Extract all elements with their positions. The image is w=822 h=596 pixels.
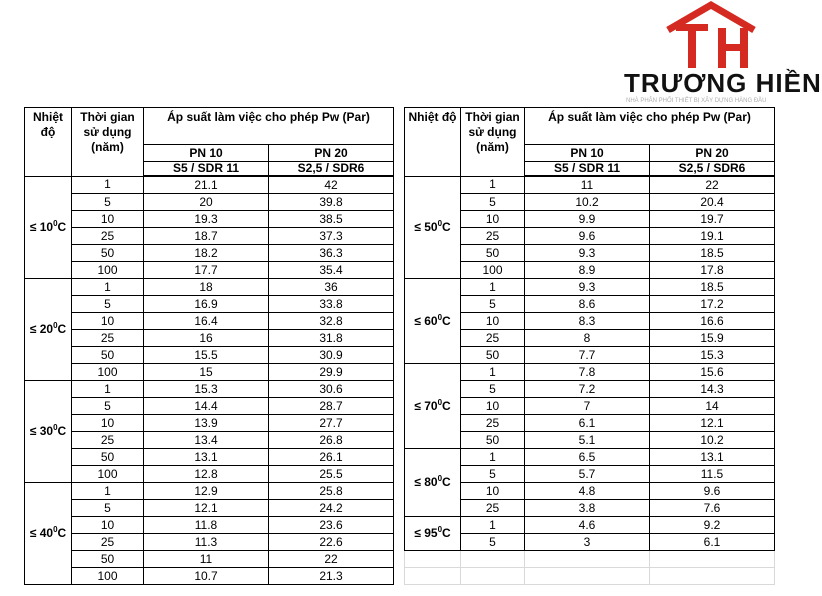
table-row (25, 228, 394, 245)
years-cell: 50 (461, 245, 525, 262)
pn20-value-cell: 18.5 (650, 279, 775, 296)
table-row (405, 176, 775, 194)
pn10-value-cell: 5.7 (525, 466, 650, 483)
header-pn20-sdr: S2,5 / SDR6 (269, 162, 394, 177)
years-cell: 100 (72, 262, 144, 279)
pn10-value-cell: 10.7 (144, 568, 269, 585)
pn20-value-cell: 36 (269, 279, 394, 296)
pn10-value-cell: 16 (144, 330, 269, 347)
temperature-unit: C (442, 398, 451, 413)
temperature-unit: C (57, 424, 67, 438)
pn20-value-cell: 33.8 (269, 296, 394, 313)
table-row (25, 262, 394, 279)
table-row (405, 466, 775, 483)
pn10-value-cell: 12.8 (144, 466, 269, 483)
pn20-value-cell: 6.1 (650, 534, 775, 551)
pn10-value-cell: 4.8 (525, 483, 650, 500)
header-pressure: Áp suất làm việc cho phép Pw (Par) (525, 108, 775, 145)
temperature-prefix: ≤ 80 (414, 475, 438, 489)
table-row (25, 211, 394, 228)
pn10-value-cell: 6.1 (525, 415, 650, 432)
years-cell: 1 (461, 517, 525, 534)
temperature-degree: 0 (53, 525, 58, 534)
years-cell: 25 (461, 228, 525, 245)
header-pn20-sdr: S2,5 / SDR6 (650, 162, 775, 177)
temperature-prefix: ≤ 50 (414, 219, 438, 234)
pn20-value-cell: 14 (650, 398, 775, 415)
table-row (25, 466, 394, 483)
pn10-value-cell: 12.9 (144, 483, 269, 500)
pn10-value-cell: 13.9 (144, 415, 269, 432)
temperature-unit: C (442, 219, 451, 234)
table-row (405, 228, 775, 245)
pn20-value-cell: 16.6 (650, 313, 775, 330)
empty-cell (650, 568, 775, 585)
temperature-cell (25, 279, 72, 381)
years-cell: 5 (72, 500, 144, 517)
pn10-value-cell: 18 (144, 279, 269, 296)
years-cell: 50 (72, 347, 144, 364)
table-row (25, 398, 394, 415)
pn10-value-cell: 19.3 (144, 211, 269, 228)
pn20-value-cell: 19.7 (650, 211, 775, 228)
years-cell: 25 (461, 415, 525, 432)
temperature-cell (25, 483, 72, 585)
years-cell: 1 (461, 176, 525, 194)
years-cell: 10 (72, 211, 144, 228)
pn20-value-cell: 11.5 (650, 466, 775, 483)
pn10-value-cell: 21.1 (144, 176, 269, 194)
pn20-value-cell: 12.1 (650, 415, 775, 432)
pn10-value-cell: 3.8 (525, 500, 650, 517)
years-cell: 5 (461, 194, 525, 211)
temperature-prefix: ≤ 30 (29, 424, 54, 438)
empty-cell (461, 568, 525, 585)
table-row (25, 296, 394, 313)
table-row (405, 262, 775, 279)
years-cell: 25 (72, 228, 144, 245)
table-row (405, 364, 775, 381)
pn10-value-cell: 16.4 (144, 313, 269, 330)
pn10-value-cell: 8.6 (525, 296, 650, 313)
brand-logo (618, 0, 822, 104)
years-cell: 5 (72, 296, 144, 313)
pn20-value-cell: 22.6 (269, 534, 394, 551)
pn10-value-cell: 15 (144, 364, 269, 381)
pn10-value-cell: 11.8 (144, 517, 269, 534)
temperature-cell (25, 381, 72, 483)
years-cell: 10 (461, 211, 525, 228)
temperature-prefix: ≤ 20 (29, 322, 54, 336)
pn10-value-cell: 8.9 (525, 262, 650, 279)
table-row (405, 313, 775, 330)
pn20-value-cell: 25.5 (269, 466, 394, 483)
pressure-table-right (404, 107, 775, 585)
table-row (405, 296, 775, 313)
years-cell: 25 (461, 330, 525, 347)
header-temperature: Nhiệt độ (405, 108, 461, 177)
table-row (25, 347, 394, 364)
temperature-prefix: ≤ 95 (414, 526, 438, 540)
table-row (405, 279, 775, 296)
header-pn10: PN 10 (144, 145, 269, 162)
pn10-value-cell: 10.2 (525, 194, 650, 211)
temperature-cell (25, 176, 72, 279)
temperature-degree: 0 (437, 218, 443, 228)
table-row (25, 517, 394, 534)
pn10-value-cell: 15.3 (144, 381, 269, 398)
table-row (405, 415, 775, 432)
empty-cell (405, 551, 461, 568)
years-cell: 50 (72, 449, 144, 466)
years-cell: 1 (461, 364, 525, 381)
pn10-value-cell: 5.1 (525, 432, 650, 449)
pn20-value-cell: 37.3 (269, 228, 394, 245)
empty-cell (525, 568, 650, 585)
years-cell: 1 (461, 449, 525, 466)
table-row (25, 432, 394, 449)
temperature-unit: C (57, 526, 67, 540)
pn10-value-cell: 9.3 (525, 245, 650, 262)
pn10-value-cell: 17.7 (144, 262, 269, 279)
header-pn10-sdr: S5 / SDR 11 (525, 162, 650, 177)
years-cell: 10 (461, 483, 525, 500)
years-cell: 50 (72, 245, 144, 262)
pn10-value-cell: 18.2 (144, 245, 269, 262)
table-row (25, 500, 394, 517)
pn10-value-cell: 3 (525, 534, 650, 551)
table-row (405, 432, 775, 449)
years-cell: 100 (72, 466, 144, 483)
table-row (405, 245, 775, 262)
pn20-value-cell: 14.3 (650, 381, 775, 398)
years-cell: 100 (461, 262, 525, 279)
pn20-value-cell: 21.3 (269, 568, 394, 585)
table-row (25, 568, 394, 585)
header-pn20: PN 20 (269, 145, 394, 162)
years-cell: 10 (72, 313, 144, 330)
table-row (405, 381, 775, 398)
empty-cell (405, 568, 461, 585)
pn20-value-cell: 10.2 (650, 432, 775, 449)
table-row (25, 364, 394, 381)
years-cell: 50 (461, 432, 525, 449)
brand-tagline: NHÀ PHÂN PHỐI THIẾT BỊ XÂY DỰNG HÀNG ĐẦU (626, 98, 767, 104)
house-th-logo-icon (664, 2, 758, 68)
table-row (405, 517, 775, 534)
temperature-cell (405, 449, 461, 517)
table-row (405, 347, 775, 364)
pn10-value-cell: 9.6 (525, 228, 650, 245)
pn20-value-cell: 17.8 (650, 262, 775, 279)
pn10-value-cell: 14.4 (144, 398, 269, 415)
years-cell: 1 (72, 381, 144, 398)
empty-cell (525, 551, 650, 568)
pn20-value-cell: 26.1 (269, 449, 394, 466)
temperature-cell (405, 176, 461, 279)
temperature-degree: 0 (437, 397, 443, 407)
pn20-value-cell: 9.2 (650, 517, 775, 534)
years-cell: 5 (72, 398, 144, 415)
years-cell: 25 (72, 534, 144, 551)
temperature-cell (405, 517, 461, 551)
table-row (25, 194, 394, 211)
header-temperature: Nhiệt độ (25, 108, 72, 177)
table-row (405, 194, 775, 211)
pn20-value-cell: 30.9 (269, 347, 394, 364)
table-row (405, 483, 775, 500)
years-cell: 25 (461, 500, 525, 517)
pn10-value-cell: 7.2 (525, 381, 650, 398)
pn10-value-cell: 11 (525, 176, 650, 194)
pn10-value-cell: 15.5 (144, 347, 269, 364)
years-cell: 1 (72, 176, 144, 194)
years-cell: 50 (72, 551, 144, 568)
empty-row (405, 551, 775, 568)
pn10-value-cell: 8.3 (525, 313, 650, 330)
pn10-value-cell: 13.4 (144, 432, 269, 449)
years-cell: 10 (461, 398, 525, 415)
temperature-prefix: ≤ 70 (414, 398, 438, 413)
pn10-value-cell: 9.3 (525, 279, 650, 296)
temperature-unit: C (57, 322, 67, 336)
empty-row (405, 568, 775, 585)
pn20-value-cell: 9.6 (650, 483, 775, 500)
pn20-value-cell: 18.5 (650, 245, 775, 262)
years-cell: 5 (461, 534, 525, 551)
table-row (405, 211, 775, 228)
temperature-degree: 0 (53, 423, 58, 432)
years-cell: 100 (72, 568, 144, 585)
temperature-prefix: ≤ 10 (29, 219, 54, 234)
pn10-value-cell: 7.7 (525, 347, 650, 364)
empty-cell (650, 551, 775, 568)
table-row (25, 534, 394, 551)
pn10-value-cell: 8 (525, 330, 650, 347)
pn20-value-cell: 13.1 (650, 449, 775, 466)
years-cell: 10 (72, 517, 144, 534)
pn20-value-cell: 28.7 (269, 398, 394, 415)
pn10-value-cell: 6.5 (525, 449, 650, 466)
pn10-value-cell: 20 (144, 194, 269, 211)
pn10-value-cell: 16.9 (144, 296, 269, 313)
years-cell: 5 (72, 194, 144, 211)
pn20-value-cell: 24.2 (269, 500, 394, 517)
header-time: Thời gian sử dụng (năm) (461, 108, 525, 177)
years-cell: 1 (72, 279, 144, 296)
table-row (25, 483, 394, 500)
table-row (25, 449, 394, 466)
table-row (25, 330, 394, 347)
header-pn20: PN 20 (650, 145, 775, 162)
years-cell: 25 (72, 432, 144, 449)
years-cell: 25 (72, 330, 144, 347)
pn20-value-cell: 31.8 (269, 330, 394, 347)
pn20-value-cell: 30.6 (269, 381, 394, 398)
header-pressure: Áp suất làm việc cho phép Pw (Par) (144, 108, 394, 145)
years-cell: 5 (461, 296, 525, 313)
pn20-value-cell: 26.8 (269, 432, 394, 449)
pn20-value-cell: 17.2 (650, 296, 775, 313)
years-cell: 10 (72, 415, 144, 432)
table-row (25, 381, 394, 398)
table-row (405, 534, 775, 551)
years-cell: 10 (461, 313, 525, 330)
temperature-cell (405, 364, 461, 449)
temperature-unit: C (442, 526, 451, 540)
table-row (405, 500, 775, 517)
pn20-value-cell: 15.6 (650, 364, 775, 381)
header-pn10-sdr: S5 / SDR 11 (144, 162, 269, 177)
pn20-value-cell: 22 (269, 551, 394, 568)
temperature-cell (405, 279, 461, 364)
years-cell: 5 (461, 381, 525, 398)
years-cell: 100 (72, 364, 144, 381)
table-row (25, 313, 394, 330)
table-row (405, 330, 775, 347)
table-row (25, 415, 394, 432)
empty-cell (461, 551, 525, 568)
table-row (25, 176, 394, 194)
header-pn10: PN 10 (525, 145, 650, 162)
header-time: Thời gian sử dụng (năm) (72, 108, 144, 177)
pn20-value-cell: 39.8 (269, 194, 394, 211)
brand-name: TRƯƠNG HIỀN (624, 68, 822, 98)
temperature-degree: 0 (437, 312, 443, 322)
years-cell: 5 (461, 466, 525, 483)
pn20-value-cell: 20.4 (650, 194, 775, 211)
pressure-table-left (24, 107, 394, 585)
pn10-value-cell: 18.7 (144, 228, 269, 245)
pn20-value-cell: 27.7 (269, 415, 394, 432)
years-cell: 1 (72, 483, 144, 500)
pn20-value-cell: 35.4 (269, 262, 394, 279)
pn20-value-cell: 15.3 (650, 347, 775, 364)
pn20-value-cell: 15.9 (650, 330, 775, 347)
pn10-value-cell: 9.9 (525, 211, 650, 228)
pn20-value-cell: 22 (650, 176, 775, 194)
pn20-value-cell: 29.9 (269, 364, 394, 381)
temperature-degree: 0 (53, 321, 58, 330)
temperature-unit: C (442, 475, 451, 489)
table-row (25, 245, 394, 262)
temperature-degree: 0 (53, 218, 58, 228)
pn20-value-cell: 7.6 (650, 500, 775, 517)
pn20-value-cell: 32.8 (269, 313, 394, 330)
pn10-value-cell: 13.1 (144, 449, 269, 466)
pn20-value-cell: 25.8 (269, 483, 394, 500)
pn10-value-cell: 12.1 (144, 500, 269, 517)
temperature-prefix: ≤ 60 (414, 313, 438, 328)
years-cell: 50 (461, 347, 525, 364)
table-row (405, 449, 775, 466)
pn10-value-cell: 11.3 (144, 534, 269, 551)
years-cell: 1 (461, 279, 525, 296)
pn20-value-cell: 36.3 (269, 245, 394, 262)
temperature-unit: C (442, 313, 451, 328)
pn20-value-cell: 23.6 (269, 517, 394, 534)
table-row (25, 551, 394, 568)
temperature-degree: 0 (437, 525, 443, 534)
temperature-unit: C (57, 219, 67, 234)
pn20-value-cell: 19.1 (650, 228, 775, 245)
pn10-value-cell: 11 (144, 551, 269, 568)
table-row (405, 398, 775, 415)
temperature-prefix: ≤ 40 (29, 526, 54, 540)
pn20-value-cell: 38.5 (269, 211, 394, 228)
pn10-value-cell: 4.6 (525, 517, 650, 534)
table-row (25, 279, 394, 296)
pn10-value-cell: 7 (525, 398, 650, 415)
pn10-value-cell: 7.8 (525, 364, 650, 381)
temperature-degree: 0 (437, 474, 443, 483)
pn20-value-cell: 42 (269, 176, 394, 194)
